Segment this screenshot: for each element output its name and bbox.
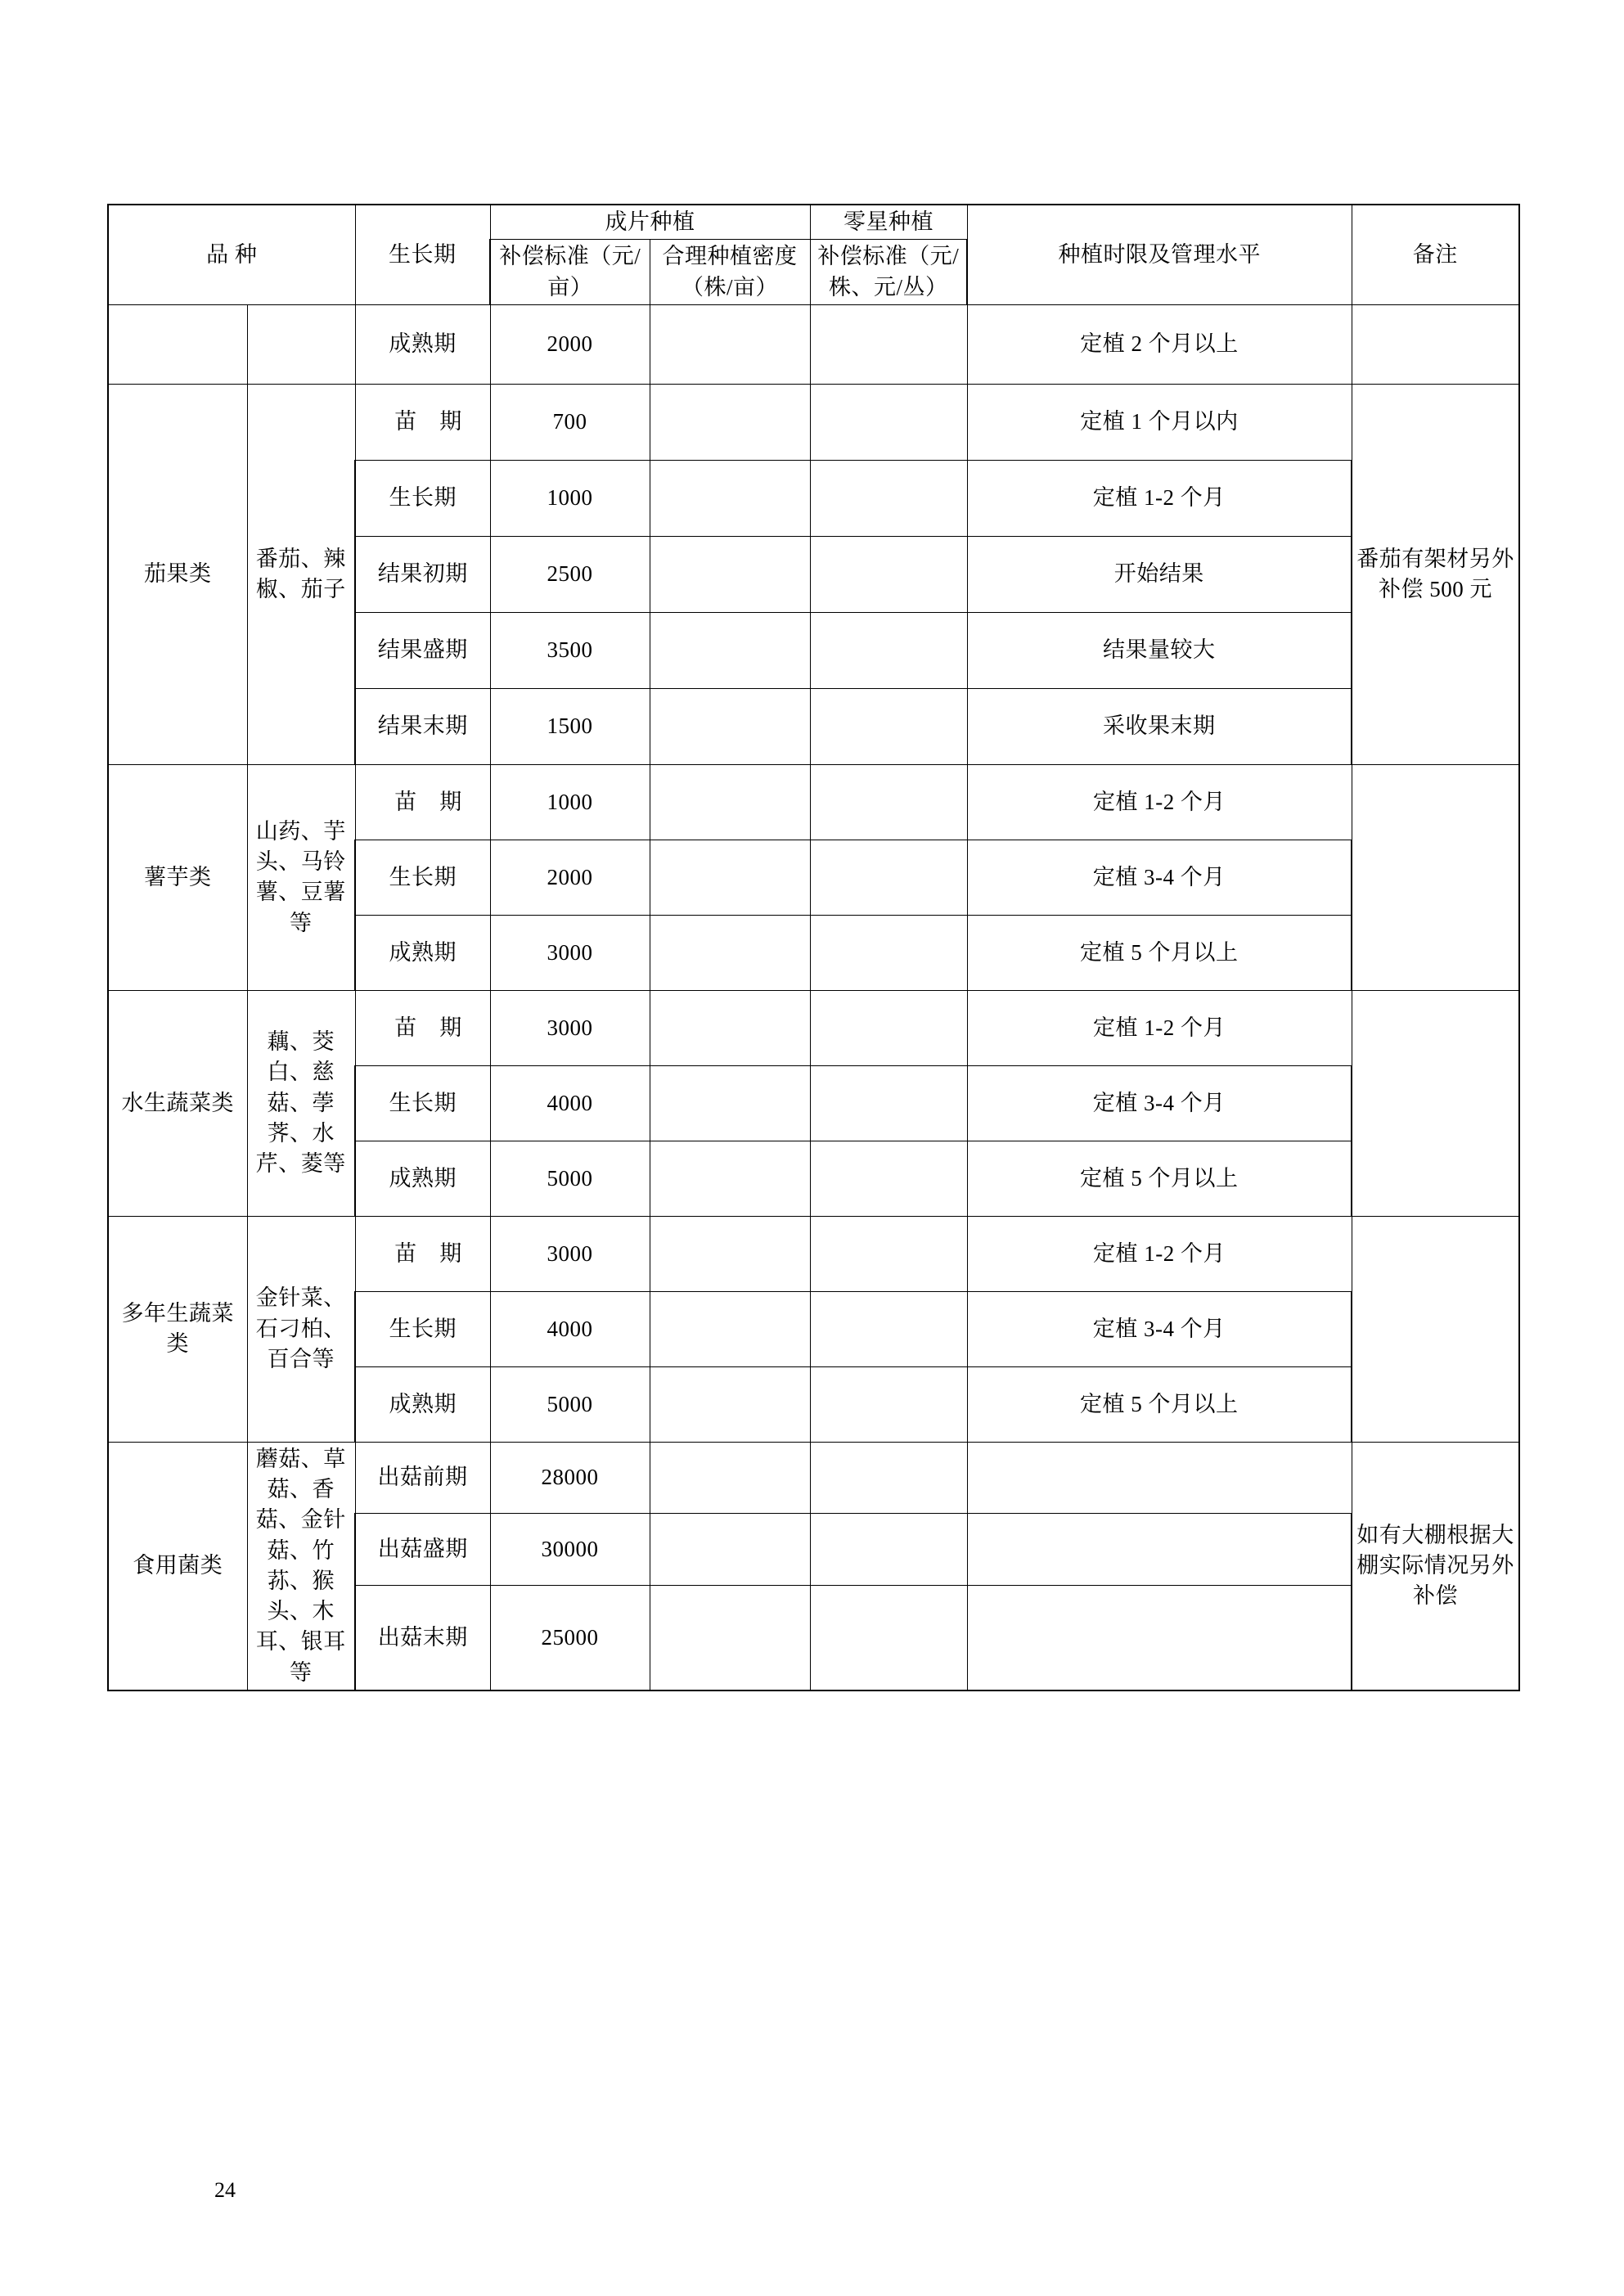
- cell-density: [650, 384, 810, 460]
- cell-compensation: 4000: [490, 1065, 650, 1141]
- cell-stage: 苗 期: [355, 1216, 490, 1291]
- cell-term: 定植 1-2 个月: [967, 460, 1352, 536]
- cell-scattered: [810, 1585, 967, 1690]
- cell-scattered: [810, 1141, 967, 1216]
- cell-scattered: [810, 1366, 967, 1442]
- table-row: [108, 304, 1519, 384]
- cell-density: [650, 1141, 810, 1216]
- compensation-table-container: [107, 204, 1518, 1691]
- cell-remark: [1352, 764, 1519, 990]
- cell-compensation: 1000: [490, 764, 650, 840]
- cell-category: 多年生蔬菜类: [108, 1216, 247, 1442]
- cell-stage: 成熟期: [355, 915, 490, 990]
- cell-term: [967, 1585, 1352, 1690]
- cell-varieties: 蘑菇、草菇、香菇、金针菇、竹荪、猴头、木耳、银耳等: [247, 1442, 355, 1690]
- cell-category: 薯芋类: [108, 764, 247, 990]
- cell-remark: [1352, 1216, 1519, 1442]
- cell-compensation: 4000: [490, 1291, 650, 1366]
- header-remark: 备注: [1352, 205, 1519, 304]
- cell-density: [650, 915, 810, 990]
- cell-scattered: [810, 1216, 967, 1291]
- cell-compensation: 28000: [490, 1442, 650, 1513]
- cell-density: [650, 1216, 810, 1291]
- cell-scattered: [810, 1291, 967, 1366]
- header-contiguous-planting: 成片种植: [490, 205, 810, 240]
- page-number: 24: [214, 2178, 236, 2202]
- header-contiguous-density: 合理种植密度（株/亩）: [650, 240, 810, 305]
- cell-stage: 生长期: [355, 460, 490, 536]
- cell-stage: 结果初期: [355, 536, 490, 612]
- cell-term: 定植 1 个月以内: [967, 384, 1352, 460]
- cell-varieties: 金针菜、石刁柏、百合等: [247, 1216, 355, 1442]
- cell-term: 定植 3-4 个月: [967, 840, 1352, 915]
- cell-term: 定植 2 个月以上: [967, 304, 1352, 384]
- cell-compensation: 1500: [490, 688, 650, 764]
- cell-remark: 如有大棚根据大棚实际情况另外补偿: [1352, 1442, 1519, 1690]
- cell-term: 结果量较大: [967, 612, 1352, 688]
- cell-term: 定植 1-2 个月: [967, 1216, 1352, 1291]
- cell-remark: [1352, 990, 1519, 1216]
- cell-stage: 结果末期: [355, 688, 490, 764]
- cell-stage: 苗 期: [355, 764, 490, 840]
- cell-scattered: [810, 688, 967, 764]
- cell-stage: 出菇末期: [355, 1585, 490, 1690]
- cell-scattered: [810, 612, 967, 688]
- header-variety: 品 种: [108, 205, 355, 304]
- cell-term: 采收果末期: [967, 688, 1352, 764]
- table-row: [108, 1442, 1519, 1513]
- cell-term: [967, 1514, 1352, 1585]
- cell-compensation: 5000: [490, 1366, 650, 1442]
- table-row: [108, 384, 1519, 460]
- cell-stage: 出菇盛期: [355, 1514, 490, 1585]
- header-scattered-compensation: 补偿标准（元/株、元/丛）: [810, 240, 967, 305]
- cell-compensation: 2000: [490, 840, 650, 915]
- table-row: [108, 764, 1519, 840]
- cell-compensation: 2500: [490, 536, 650, 612]
- cell-compensation: 700: [490, 384, 650, 460]
- cell-density: [650, 612, 810, 688]
- cell-stage: 成熟期: [355, 1141, 490, 1216]
- cell-stage: 苗 期: [355, 990, 490, 1065]
- table-row: [108, 1216, 1519, 1291]
- cell-term: 开始结果: [967, 536, 1352, 612]
- header-contiguous-compensation: 补偿标准（元/亩）: [490, 240, 650, 305]
- cell-scattered: [810, 764, 967, 840]
- cell-compensation: 30000: [490, 1514, 650, 1585]
- cell-density: [650, 1442, 810, 1513]
- cell-density: [650, 764, 810, 840]
- cell-density: [650, 990, 810, 1065]
- cell-category: 食用菌类: [108, 1442, 247, 1690]
- compensation-standards-table: [107, 204, 1520, 1691]
- cell-varieties: 山药、芋头、马铃薯、豆薯等: [247, 764, 355, 990]
- cell-compensation: 3000: [490, 1216, 650, 1291]
- cell-varieties: [247, 304, 355, 384]
- cell-compensation: 3000: [490, 990, 650, 1065]
- cell-remark: 番茄有架材另外补偿 500 元: [1352, 384, 1519, 764]
- cell-density: [650, 1514, 810, 1585]
- cell-scattered: [810, 1065, 967, 1141]
- cell-density: [650, 460, 810, 536]
- cell-density: [650, 304, 810, 384]
- cell-stage: 生长期: [355, 1065, 490, 1141]
- cell-term: 定植 1-2 个月: [967, 764, 1352, 840]
- cell-term: [967, 1442, 1352, 1513]
- cell-compensation: 3000: [490, 915, 650, 990]
- cell-density: [650, 536, 810, 612]
- cell-stage: 生长期: [355, 840, 490, 915]
- cell-density: [650, 1366, 810, 1442]
- cell-term: 定植 3-4 个月: [967, 1291, 1352, 1366]
- table-header-row-1: [108, 205, 1519, 240]
- header-growth-period: 生长期: [355, 205, 490, 304]
- table-row: [108, 990, 1519, 1065]
- cell-scattered: [810, 536, 967, 612]
- cell-compensation: 25000: [490, 1585, 650, 1690]
- cell-stage: 成熟期: [355, 1366, 490, 1442]
- cell-term: 定植 1-2 个月: [967, 990, 1352, 1065]
- cell-density: [650, 688, 810, 764]
- cell-scattered: [810, 915, 967, 990]
- cell-remark: [1352, 304, 1519, 384]
- cell-varieties: 藕、茭白、慈菇、荸荠、水芹、菱等: [247, 990, 355, 1216]
- cell-category: 茄果类: [108, 384, 247, 764]
- cell-density: [650, 1291, 810, 1366]
- header-scattered-planting: 零星种植: [810, 205, 967, 240]
- cell-compensation: 2000: [490, 304, 650, 384]
- cell-term: 定植 5 个月以上: [967, 1366, 1352, 1442]
- cell-stage: 生长期: [355, 1291, 490, 1366]
- cell-scattered: [810, 990, 967, 1065]
- cell-stage: 苗 期: [355, 384, 490, 460]
- cell-stage: 成熟期: [355, 304, 490, 384]
- cell-density: [650, 1585, 810, 1690]
- cell-compensation: 1000: [490, 460, 650, 536]
- cell-compensation: 5000: [490, 1141, 650, 1216]
- cell-scattered: [810, 304, 967, 384]
- cell-compensation: 3500: [490, 612, 650, 688]
- cell-density: [650, 840, 810, 915]
- cell-stage: 结果盛期: [355, 612, 490, 688]
- cell-scattered: [810, 1514, 967, 1585]
- header-planting-term: 种植时限及管理水平: [967, 205, 1352, 304]
- cell-term: 定植 5 个月以上: [967, 1141, 1352, 1216]
- cell-stage: 出菇前期: [355, 1442, 490, 1513]
- cell-category: [108, 304, 247, 384]
- cell-varieties: 番茄、辣椒、茄子: [247, 384, 355, 764]
- cell-scattered: [810, 1442, 967, 1513]
- cell-density: [650, 1065, 810, 1141]
- cell-term: 定植 5 个月以上: [967, 915, 1352, 990]
- cell-term: 定植 3-4 个月: [967, 1065, 1352, 1141]
- cell-scattered: [810, 460, 967, 536]
- cell-category: 水生蔬菜类: [108, 990, 247, 1216]
- cell-scattered: [810, 840, 967, 915]
- cell-scattered: [810, 384, 967, 460]
